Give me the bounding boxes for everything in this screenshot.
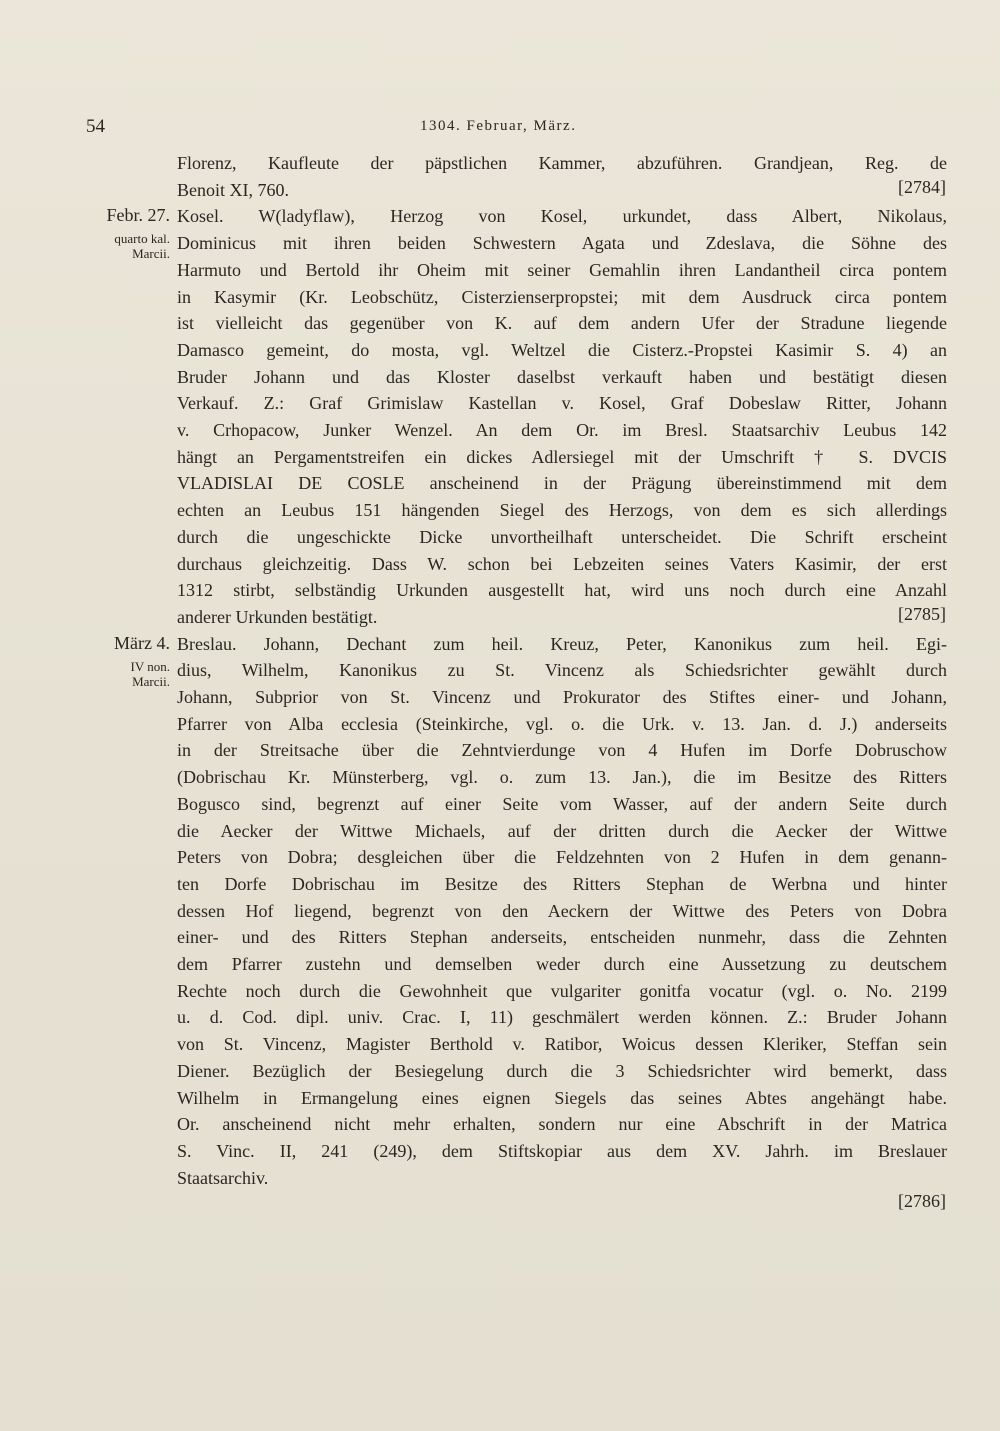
margin-date-latin: Marcii. xyxy=(132,673,170,689)
text-line: von St. Vincenz, Magister Berthold v. Ratibor, Woicus dessen Kleriker, Steffan sein xyxy=(177,1034,947,1055)
margin-date-latin: quarto kal. xyxy=(114,231,170,247)
margin-date-latin: IV non. xyxy=(130,658,170,674)
text-line: durch die ungeschickte Dicke unvortheilhaft unterscheidet. Die Schrift erscheint xyxy=(177,526,947,547)
text-line: Wilhelm in Ermangelung eines eignen Siegels das seines Abtes angehängt habe. xyxy=(177,1087,947,1108)
text-line: Kosel. W(ladyflaw), Herzog von Kosel, urkundet, dass Albert, Nikolaus, xyxy=(177,206,947,227)
text-line: Bruder Johann und das Kloster daselbst verkauft haben und bestätigt diesen xyxy=(177,366,947,387)
text-line: durchaus gleichzeitig. Dass W. schon bei Lebzeiten seines Vaters Kasimir, der erst xyxy=(177,553,947,574)
text-line: anderer Urkunden bestätigt. xyxy=(177,606,378,627)
text-line: dius, Wilhelm, Kanonikus zu St. Vincenz als Schiedsrichter gewählt durch xyxy=(177,660,947,681)
running-head: 1304. Februar, März. xyxy=(420,118,577,134)
text-line: Staatsarchiv. xyxy=(177,1167,269,1188)
text-line: in Kasymir (Kr. Leobschütz, Cisterzienserpropstei; mit dem Ausdruck circa pontem xyxy=(177,286,947,307)
text-line: dem Pfarrer zustehn und demselben weder durch eine Aussetzung zu deutschem xyxy=(177,954,947,974)
text-line: 1312 stirbt, selbständig Urkunden ausgestellt hat, wird uns noch durch eine Anzahl xyxy=(177,580,947,601)
text-line: Dominicus mit ihren beiden Schwestern Agata und Zdeslava, die Söhne des xyxy=(177,233,947,254)
entry-reference-number: [2785] xyxy=(898,603,946,624)
text-line: Benoit XI, 760. xyxy=(177,179,289,200)
text-line: Damasco gemeint, do mosta, vgl. Weltzel die Cisterz.-Propstei Kasimir S. 4) an xyxy=(177,339,947,360)
text-line: Johann, Subprior von St. Vincenz und Prokurator des Stiftes einer- und Johann, xyxy=(177,687,947,707)
text-line: einer- und des Ritters Stephan anderseits, entscheiden nunmehr, dass die Zehnten xyxy=(177,927,947,948)
text-line: v. Crhopacow, Junker Wenzel. An dem Or. im Bresl. Staatsarchiv Leubus 142 xyxy=(177,420,947,440)
text-line: in der Streitsache über die Zehntvierdunge von 4 Hufen im Dorfe Dobruschow xyxy=(177,740,947,761)
text-line: Breslau. Johann, Dechant zum heil. Kreuz, Peter, Kanonikus zum heil. Egi- xyxy=(177,633,947,654)
text-line: Harmuto und Bertold ihr Oheim mit seiner Gemahlin ihren Landantheil circa pontem xyxy=(177,259,947,280)
text-line: echten an Leubus 151 hängenden Siegel des Herzogs, von dem es sich allerdings xyxy=(177,500,947,521)
margin-date: März 4. xyxy=(114,632,170,653)
text-line: Diener. Bezüglich der Besiegelung durch die 3 Schiedsrichter wird bemerkt, dass xyxy=(177,1060,947,1081)
text-line: u. d. Cod. dipl. univ. Crac. I, 11) geschmälert werden können. Z.: Bruder Johann xyxy=(177,1007,947,1028)
text-line: Or. anscheinend nicht mehr erhalten, sondern nur eine Abschrift in der Matrica xyxy=(177,1114,947,1135)
text-line: Pfarrer von Alba ecclesia (Steinkirche, vgl. o. die Urk. v. 13. Jan. d. J.) anderseits xyxy=(177,713,947,734)
entry-reference-number: [2786] xyxy=(898,1191,946,1212)
text-line: hängt an Pergamentstreifen ein dickes Adlersiegel mit der Umschrift † S. DVCIS xyxy=(177,446,947,467)
text-line: VLADISLAI DE COSLE anscheinend in der Prägung übereinstimmend mit dem xyxy=(177,473,947,494)
text-line: Peters von Dobra; desgleichen über die Feldzehnten von 2 Hufen in dem genann- xyxy=(177,847,947,868)
text-line: (Dobrischau Kr. Münsterberg, vgl. o. zum 13. Jan.), die im Besitze des Ritters xyxy=(177,767,947,788)
text-line: Florenz, Kaufleute der päpstlichen Kammer, abzuführen. Grandjean, Reg. de xyxy=(177,153,947,173)
text-line: Rechte noch durch die Gewohnheit que vulgariter gonitfa vocatur (vgl. o. No. 2199 xyxy=(177,980,947,1001)
text-line: die Aecker der Wittwe Michaels, auf der dritten durch die Aecker der Wittwe xyxy=(177,820,947,841)
text-line: ist vielleicht das gegenüber von K. auf dem andern Ufer der Stradune liegende xyxy=(177,313,947,334)
page-number: 54 xyxy=(86,116,105,137)
text-line: dessen Hof liegend, begrenzt von den Aeckern der Wittwe des Peters von Dobra xyxy=(177,900,947,921)
text-line: Verkauf. Z.: Graf Grimislaw Kastellan v. Kosel, Graf Dobeslaw Ritter, Johann xyxy=(177,393,947,414)
margin-date: Febr. 27. xyxy=(106,205,170,226)
text-line: S. Vinc. II, 241 (249), dem Stiftskopiar aus dem XV. Jahrh. im Breslauer xyxy=(177,1140,947,1161)
entry-reference-number: [2784] xyxy=(898,176,946,197)
text-line: Bogusco sind, begrenzt auf einer Seite vom Wasser, auf der andern Seite durch xyxy=(177,793,947,814)
margin-date-latin: Marcii. xyxy=(132,246,170,262)
text-line: ten Dorfe Dobrischau im Besitze des Ritters Stephan de Werbna und hinter xyxy=(177,873,947,894)
